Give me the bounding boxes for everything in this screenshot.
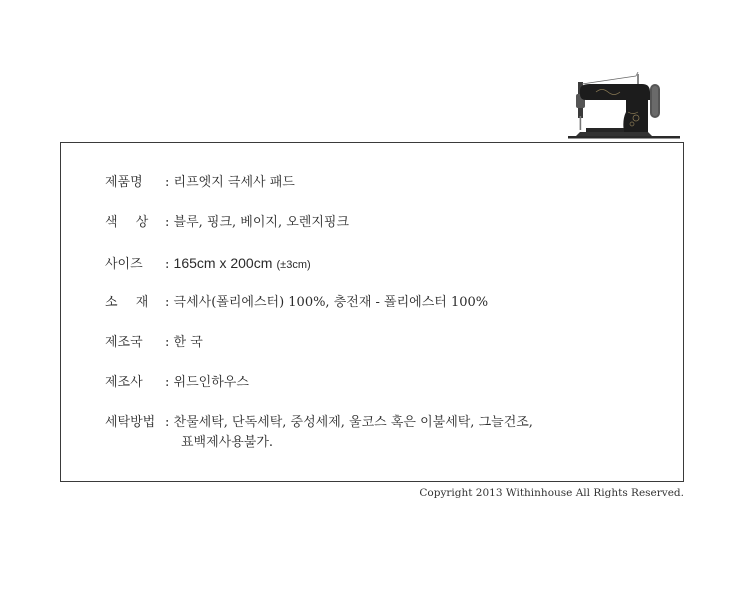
- spec-row-product-name: [105, 175, 295, 191]
- spec-value-color: 블루, 핑크, 베이지, 오렌지핑크: [173, 215, 350, 230]
- spec-separator: :: [165, 175, 170, 190]
- spec-value-origin: 한 국: [173, 335, 203, 350]
- spec-label-manufacturer: 제조사: [105, 375, 143, 390]
- spec-label-material: 소 재: [105, 295, 149, 310]
- spec-row-manufacturer: [105, 375, 249, 391]
- spec-separator: :: [165, 295, 170, 310]
- spec-value-washing-line2: 표백제사용불가.: [181, 435, 274, 450]
- spec-value-manufacturer: 위드인하우스: [173, 375, 249, 390]
- spec-label-origin: 제조국: [105, 335, 143, 350]
- spec-label-product-name: 제품명: [105, 175, 143, 190]
- spec-separator: :: [165, 257, 170, 272]
- spec-separator: :: [165, 415, 170, 430]
- spec-row-origin: [105, 335, 203, 351]
- spec-value-product-name: 리프엣지 극세사 패드: [173, 175, 295, 190]
- spec-row-washing: [105, 415, 533, 431]
- spec-row-size: [105, 255, 311, 273]
- spec-separator: :: [165, 335, 170, 350]
- product-spec-box: [60, 142, 684, 482]
- spec-value-size-tolerance: (±3cm): [276, 259, 311, 271]
- spec-value-size: 165cm x 200cm: [173, 255, 273, 271]
- spec-value-material: 극세사(폴리에스터) 100%, 충전재 - 폴리에스터 100%: [173, 295, 489, 310]
- sewing-machine-icon: [566, 72, 682, 140]
- spec-value-washing-line1: 찬물세탁, 단독세탁, 중성세제, 울코스 혹은 이불세탁, 그늘건조,: [173, 415, 533, 430]
- spec-separator: :: [165, 215, 170, 230]
- spec-label-color: 색 상: [105, 215, 149, 230]
- spec-row-material: [105, 295, 488, 311]
- spec-label-washing: 세탁방법: [105, 415, 156, 430]
- spec-label-size: 사이즈: [105, 257, 143, 272]
- spec-separator: :: [165, 375, 170, 390]
- spec-row-color: [105, 215, 349, 231]
- copyright-text: Copyright 2013 Withinhouse All Rights Reserved.: [419, 487, 684, 499]
